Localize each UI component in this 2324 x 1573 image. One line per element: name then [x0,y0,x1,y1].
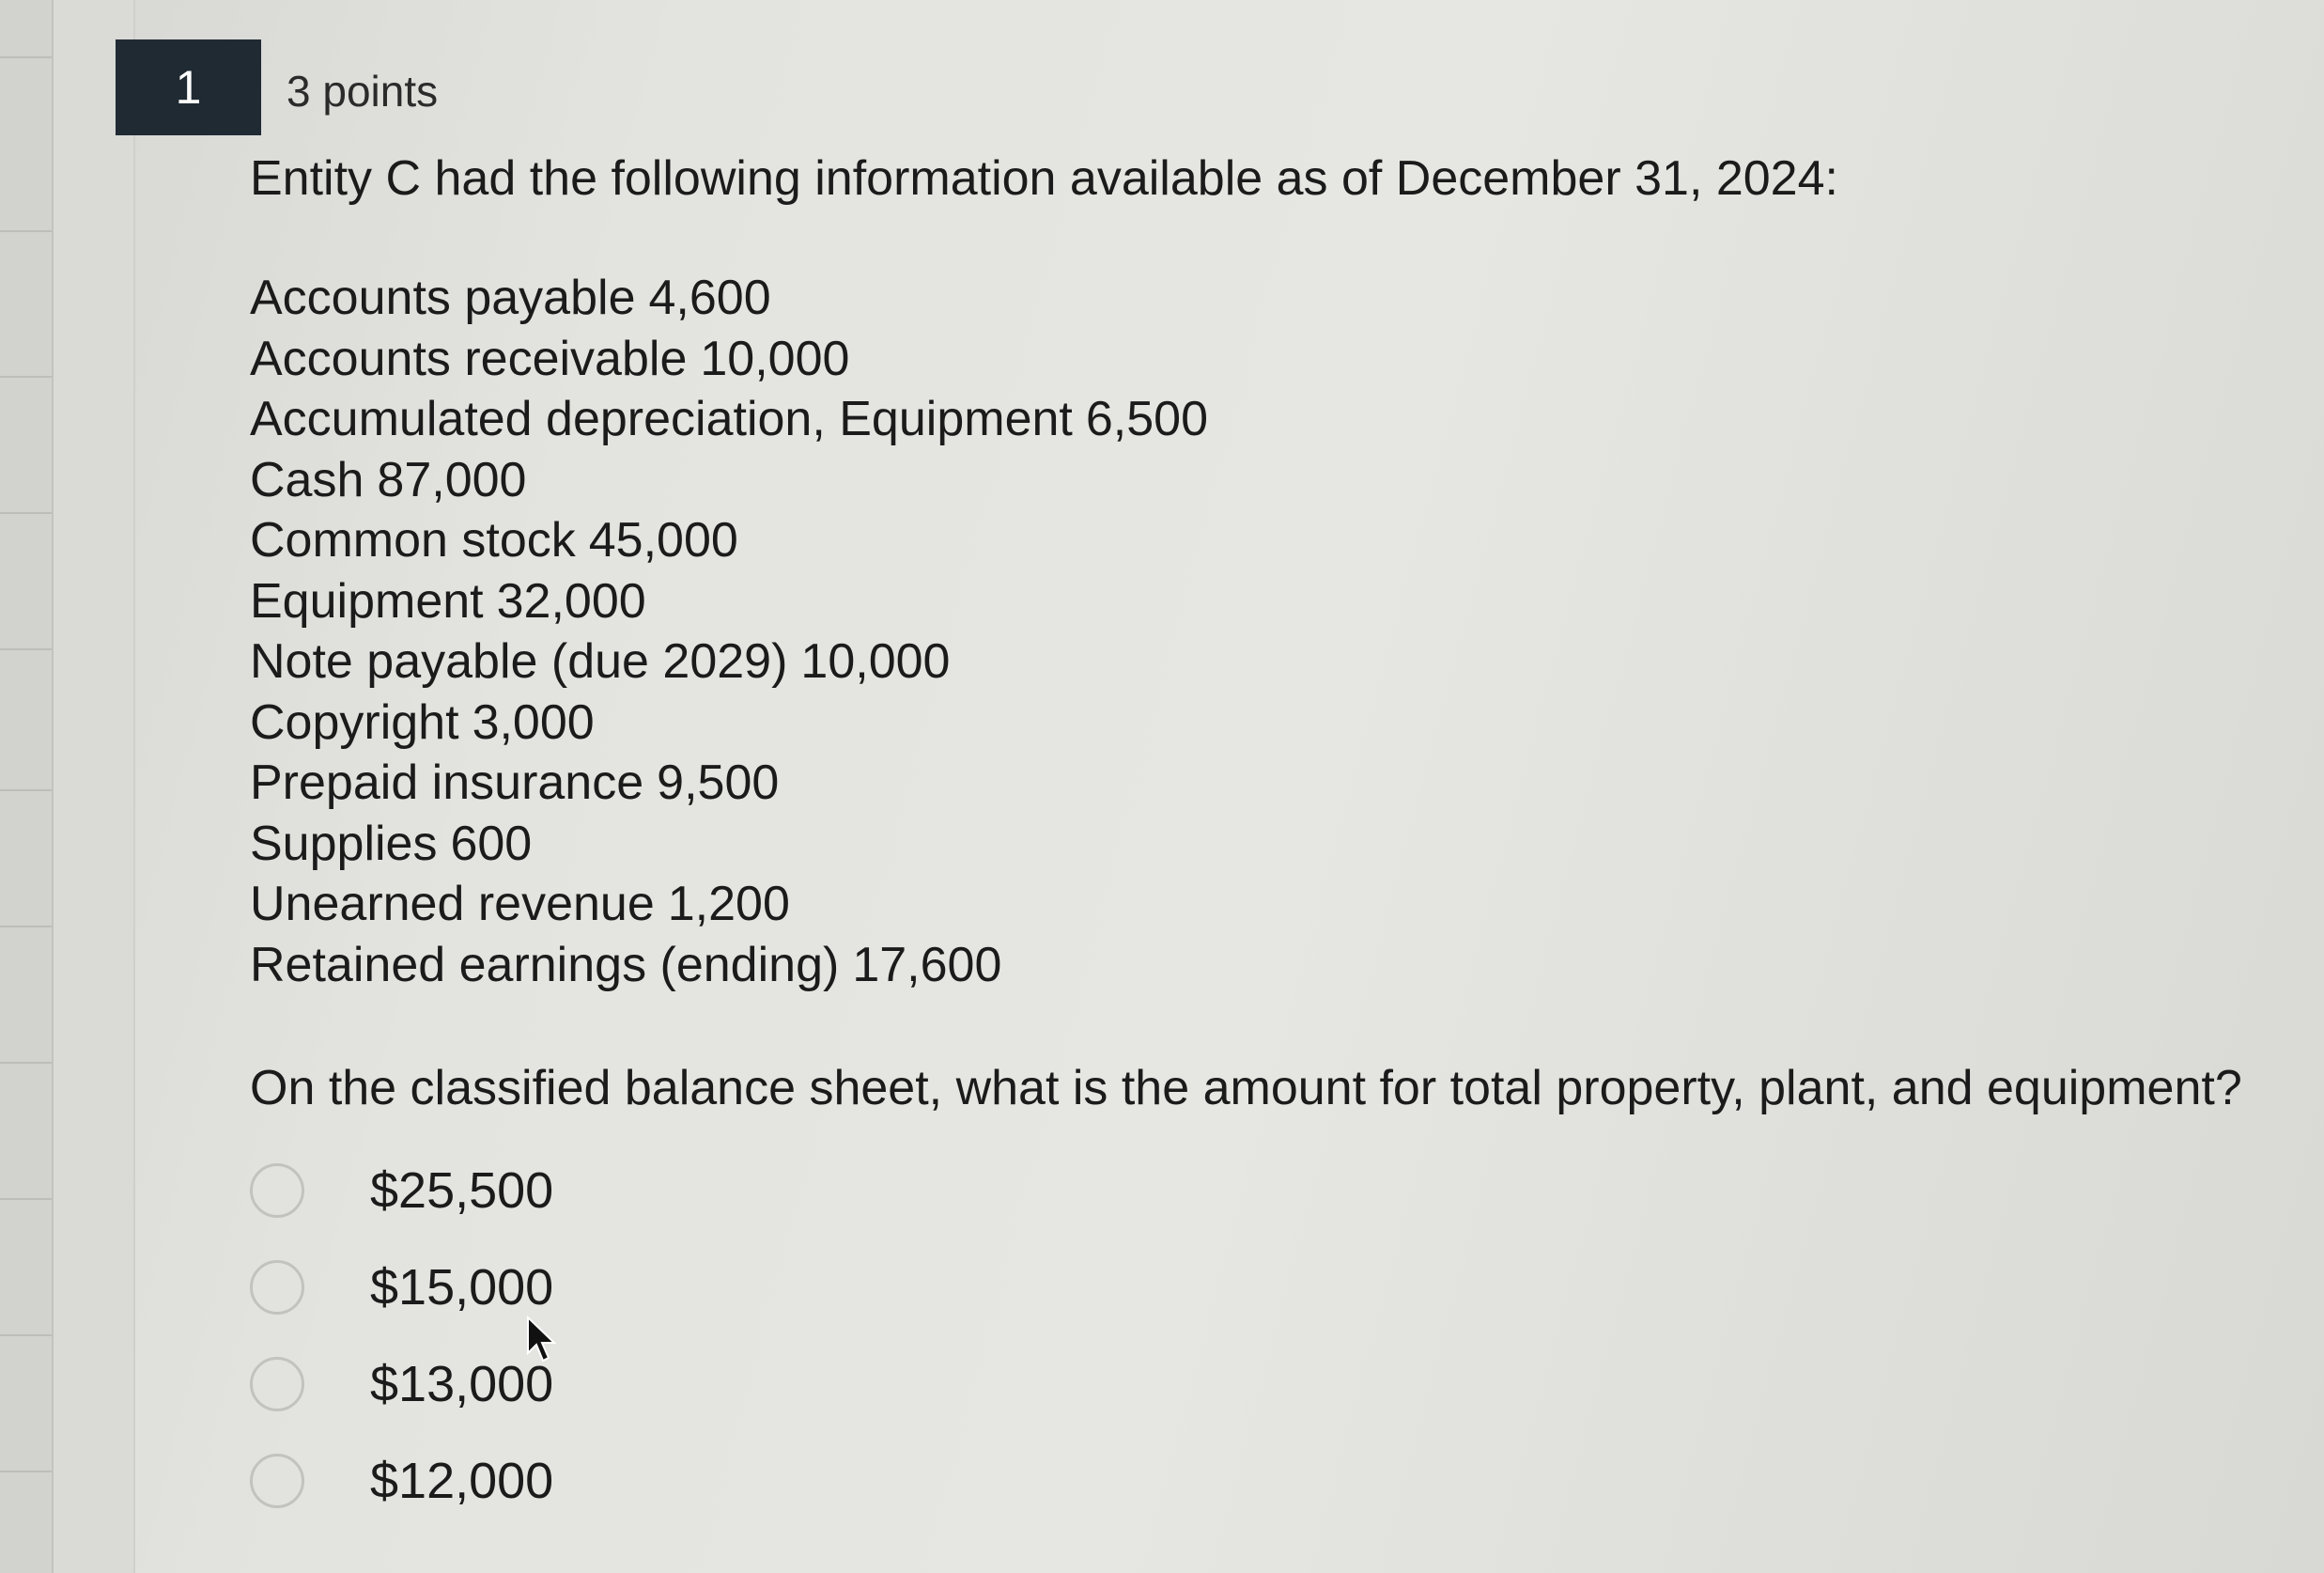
account-label: Copyright [250,694,459,750]
account-label: Supplies [250,816,438,871]
account-value: 17,600 [852,937,1002,992]
answer-option[interactable] [250,1432,553,1529]
account-value: 10,000 [700,331,850,386]
divider [0,648,52,650]
list-item [250,510,1208,571]
divider [0,230,52,232]
divider [0,56,52,58]
list-item [250,631,1208,693]
answer-label[interactable]: $25,500 [370,1161,554,1219]
account-label: Accumulated depreciation, Equipment [250,392,1073,446]
account-value: 45,000 [588,513,738,568]
question-intro: Entity C had the following information available as of December 31, 2024: [250,151,1838,206]
divider [0,1334,52,1336]
answer-option[interactable] [250,1335,553,1432]
answer-option[interactable] [250,1238,553,1335]
question-gutter [54,0,135,1573]
account-list [250,268,1208,995]
list-item [250,389,1208,450]
account-value: 32,000 [496,573,646,629]
list-item [250,329,1208,390]
list-item [250,814,1208,875]
divider [0,1062,52,1064]
divider [0,376,52,378]
question-points: 3 points [287,67,439,116]
account-label: Common stock [250,513,576,568]
account-value: 9,500 [657,755,780,810]
account-label: Cash [250,452,364,507]
account-value: 1,200 [667,877,790,931]
answer-label[interactable]: $13,000 [370,1355,554,1412]
answer-option[interactable] [250,1142,553,1238]
account-label: Accounts receivable [250,331,688,386]
answer-label[interactable]: $12,000 [370,1452,554,1509]
list-item [250,450,1208,511]
divider [0,789,52,791]
list-item [250,753,1208,814]
question-prompt: On the classified balance sheet, what is the amount for total property, plant, and equipment? [250,1061,2242,1115]
account-label: Retained earnings (ending) [250,937,840,992]
radio-button[interactable] [250,1454,304,1508]
divider [0,1198,52,1200]
account-label: Note payable (due 2029) [250,634,788,689]
radio-button[interactable] [250,1357,304,1411]
account-label: Unearned revenue [250,877,655,931]
radio-button[interactable] [250,1260,304,1315]
account-label: Prepaid insurance [250,755,644,810]
account-value: 4,600 [648,271,771,325]
account-value: 600 [450,816,533,871]
account-value: 87,000 [377,452,527,507]
account-label: Equipment [250,573,484,629]
answer-options [250,1142,553,1529]
answer-label[interactable]: $15,000 [370,1258,554,1316]
divider [0,1471,52,1472]
list-item [250,571,1208,632]
account-value: 10,000 [800,634,951,689]
list-item [250,935,1208,996]
mouse-pointer-icon [526,1316,560,1364]
account-value: 6,500 [1085,392,1208,446]
divider [0,512,52,514]
left-margin-strip [0,0,54,1573]
radio-button[interactable] [250,1163,304,1218]
question-number-badge: 1 [116,39,261,135]
list-item [250,693,1208,754]
list-item [250,874,1208,935]
divider [0,926,52,927]
account-label: Accounts payable [250,271,636,325]
account-value: 3,000 [472,694,595,750]
list-item [250,268,1208,329]
